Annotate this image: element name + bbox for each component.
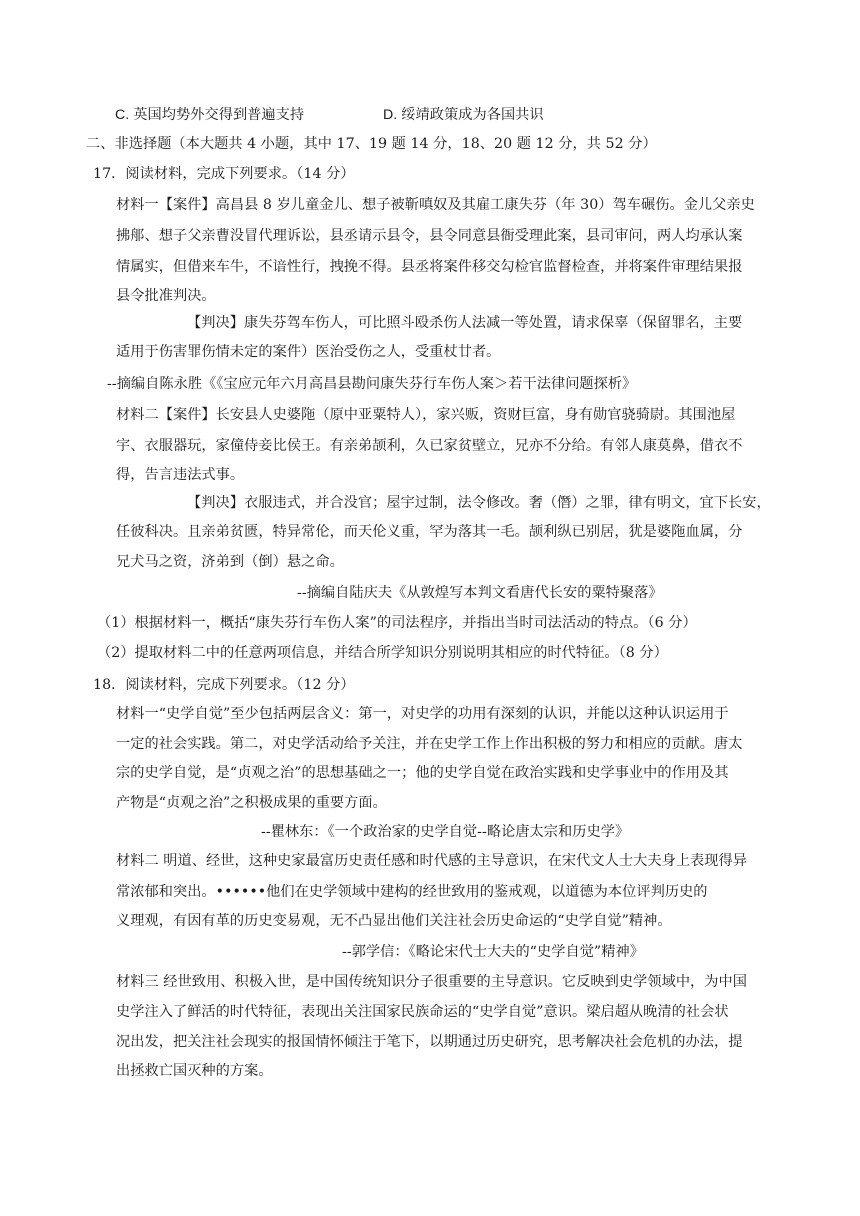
q17-m2-case-line: 宇、衣服器玩，家僮侍妾比侯王。有亲弟颉利，久已家贫壁立，兄亦不分给。有邻人康莫鼻，借衣不 xyxy=(116,438,743,454)
q17-sub2: （2）提取材料二中的任意两项信息，并结合所学知识分别说明其相应的时代特征。（8 分） xyxy=(97,645,668,661)
q18-m3-line: 史学注入了鲜活的时代特征，表现出关注国家民族命运的“史学自觉”意识。梁启超从晚清的社会状 xyxy=(116,1004,729,1020)
q18-m1-line: 宗的史学自觉，是“贞观之治”的思想基础之一；他的史学自觉在政治实践和史学事业中的作用及其 xyxy=(116,765,729,781)
q17-sub1: （1）根据材料一，概括“康失芬行车伤人案”的司法程序，并指出当时司法活动的特点。（6 分） xyxy=(97,615,697,631)
q17-m2-verdict-line: 任彼科决。且亲弟贫匮，特异常伦，而天伦义重，罕为落其一毛。颉利纵已别居，犹是婆陁血属，分 xyxy=(116,524,743,540)
q17-m1-verdict-line: 【判决】康失芬驾车伤人，可比照斗殴杀伤人法减一等处置，请求保辜（保留罪名，主要 xyxy=(187,315,743,331)
q17-m2-case-line: 材料二【案件】长安县人史婆陁（原中亚粟特人），家兴贩，资财巨富，身有勋官骁骑尉。其围池屋 xyxy=(116,407,736,423)
q17-m2-verdict-line: 【判决】衣服违式，并合没官；屋宇过制，法令修改。奢（僭）之罪，律有明文，宜下长安， xyxy=(187,495,771,511)
q18-m2-line: 义理观，有因有革的历史变易观，无不凸显出他们关注社会历史命运的“史学自觉”精神。 xyxy=(116,913,672,929)
q17-m1-case-line: 情属实，但借来车牛，不谙性行，拽挽不得。县丞将案件移交勾检官监督检查，并将案件审理结果报 xyxy=(116,259,743,275)
q17-m1-case-line: 拂郍、想子父亲曹没冒代理诉讼，县丞请示县令，县令同意县衙受理此案，县司审问，两人均承认案 xyxy=(116,228,743,244)
q17-m1-case-line: 材料一【案件】高昌县 8 岁儿童金儿、想子被靳嗔奴及其雇工康失芬（年 30）驾车碾伤。金儿父亲史 xyxy=(116,197,755,213)
q18-m3-line: 材料三 经世致用、积极入世，是中国传统知识分子很重要的主导意识。它反映到史学领域中，为中国 xyxy=(116,974,748,990)
q18-m2-source: --郭学信：《略论宋代士大夫的“史学自觉”精神》 xyxy=(342,944,644,960)
option-c: C. 英国均势外交得到普遍支持 xyxy=(115,107,305,123)
q18-m2-line: 常浓郁和突出。••••••他们在史学领域中建构的经世致用的鉴戒观，以道德为本位评判历史的 xyxy=(116,884,708,900)
q17-m1-case-line: 县令批准判决。 xyxy=(116,288,216,304)
q18-m2-line: 材料二 明道、经世，这种史家最富历史责任感和时代感的主导意识，在宋代文人士大夫身上表现得异 xyxy=(116,853,748,869)
q17-m2-source: --摘编自陆庆夫《从敦煌写本判文看唐代长安的粟特聚落》 xyxy=(297,585,663,601)
q18-m1-line: 一定的社会实践。第二，对史学活动给予关注，并在史学工作上作出积极的努力和相应的贡献。唐太 xyxy=(116,736,743,752)
q17-m2-verdict-line: 兄犬马之资，济弟到（倒）悬之命。 xyxy=(116,554,344,570)
q17-stem: 17．阅读材料，完成下列要求。（14 分） xyxy=(93,166,355,182)
section-heading: 二、非选择题（本大题共 4 小题，其中 17、19 题 14 分，18、20 题 12 分，共 52 分） xyxy=(86,136,657,152)
q18-m3-line: 出拯救亡国灭种的方案。 xyxy=(116,1063,273,1079)
q18-m1-source: --瞿林东：《一个政治家的史学自觉--略论唐太宗和历史学》 xyxy=(261,824,630,840)
q17-m2-case-line: 得，告言违法式事。 xyxy=(116,467,245,483)
q17-m1-source: --摘编自陈永胜《《宝应元年六月高昌县勘问康失芬行车伤人案＞若干法律问题探析》 xyxy=(107,376,637,392)
q18-m1-line: 材料一“史学自觉”至少包括两层含义：第一，对史学的功用有深刻的认识，并能以这种认识运用于 xyxy=(116,706,729,722)
q18-stem: 18．阅读材料，完成下列要求。（12 分） xyxy=(93,677,355,693)
q17-m1-verdict-line: 适用于伤害罪伤情未定的案件）医治受伤之人，受重杖廿者。 xyxy=(116,344,501,360)
option-d: D. 绥靖政策成为各国共识 xyxy=(383,107,544,123)
q18-m3-line: 况出发，把关注社会现实的报国情怀倾注于笔下，以期通过历史研究，思考解决社会危机的办法，提 xyxy=(116,1034,743,1050)
q18-m1-line: 产物是“贞观之治”之积极成果的重要方面。 xyxy=(116,795,387,811)
